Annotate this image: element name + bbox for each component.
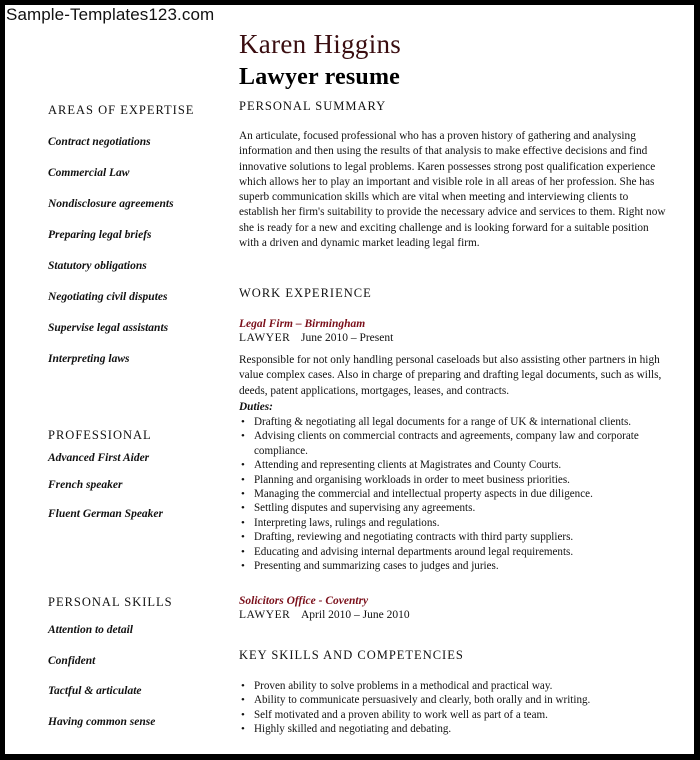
expertise-item: Preparing legal briefs	[48, 229, 152, 241]
duty-item: • Advising clients on commercial contracts and agreements, company law and corporate compliance.	[239, 429, 671, 458]
expertise-item: Contract negotiations	[48, 136, 151, 148]
key-skill-item: • Highly skilled and negotiating and debating.	[239, 722, 671, 736]
duty-item: • Interpreting laws, rulings and regulations.	[239, 516, 671, 530]
resume-subtitle: Lawyer resume	[239, 64, 401, 90]
expertise-item: Commercial Law	[48, 167, 130, 179]
expertise-item: Interpreting laws	[48, 353, 130, 365]
expertise-item: Supervise legal assistants	[48, 322, 169, 334]
job-role-line	[239, 332, 393, 344]
personal-skill-item: Tactful & articulate	[48, 685, 142, 697]
personal-skill-item: Having common sense	[48, 716, 156, 728]
expertise-item: Negotiating civil disputes	[48, 291, 168, 303]
duty-item: • Managing the commercial and intellectual property aspects in due diligence.	[239, 487, 671, 501]
expertise-item: Nondisclosure agreements	[48, 198, 174, 210]
job-role: LAWYER	[239, 332, 291, 344]
summary-heading: PERSONAL SUMMARY	[239, 99, 387, 113]
personal-skill-item: Attention to detail	[48, 624, 133, 636]
job-description: Responsible for not only handling personal caseloads but also assisting other partners in high value complex cases. Also in charge of preparing and drafting legal documents, such as wills, deeds, patent applications, mortgages, leases, and contracts.	[239, 354, 662, 397]
key-skill-item: • Ability to communicate persuasively and clearly, both orally and in writing.	[239, 693, 671, 707]
job-role-line	[239, 609, 410, 621]
watermark: Sample-Templates123.com	[6, 5, 215, 24]
professional-item: Fluent German Speaker	[48, 508, 164, 520]
key-skills-list	[239, 679, 671, 737]
professional-item: French speaker	[48, 479, 123, 491]
duty-item: • Educating and advising internal departments around legal requirements.	[239, 545, 671, 559]
job-role: LAWYER	[239, 609, 291, 621]
work-experience-heading: WORK EXPERIENCE	[239, 286, 372, 300]
duty-item: • Drafting & negotiating all legal documents for a range of UK & international clients.	[239, 415, 671, 429]
job-dates: April 2010 – June 2010	[301, 609, 410, 621]
duties-label: Duties:	[239, 401, 273, 413]
expertise-heading: AREAS OF EXPERTISE	[48, 103, 195, 117]
expertise-item: Statutory obligations	[48, 260, 147, 272]
personal-skill-item: Confident	[48, 655, 96, 667]
key-skills-heading: KEY SKILLS AND COMPETENCIES	[239, 648, 464, 662]
job-company: Solicitors Office - Coventry	[239, 595, 369, 607]
duty-item: • Planning and organising workloads in order to meet business priorities.	[239, 473, 671, 487]
duties-list	[239, 415, 671, 573]
personal-skills-heading: PERSONAL SKILLS	[48, 595, 173, 609]
key-skill-item: • Proven ability to solve problems in a methodical and practical way.	[239, 679, 671, 693]
professional-heading: PROFESSIONAL	[48, 428, 152, 442]
professional-item: Advanced First Aider	[48, 452, 150, 464]
resume-page	[5, 5, 694, 754]
job-dates: June 2010 – Present	[301, 332, 394, 344]
duty-item: • Attending and representing clients at Magistrates and County Courts.	[239, 458, 671, 472]
summary-text: An articulate, focused professional who has a proven history of gathering and analysing information and then using the results of that analysis to make effective decisions and find innovative solutions to legal problems. Karen possesses strong post qualification experience which allows her to play an important and visible role in all areas of her profession. She has superb communication skills which are vital when meeting and interviewing clients to establish her firm's suitability to provide the necessary advice and services to them. Right now she is ready for a new and exciting challenge and is looking forward for a suitable position with a driven and dynamic market leading legal firm.	[239, 130, 666, 250]
key-skill-item: • Self motivated and a proven ability to work well as part of a team.	[239, 708, 671, 722]
duty-item: • Settling disputes and supervising any agreements.	[239, 501, 671, 515]
job-company: Legal Firm – Birmingham	[239, 318, 366, 330]
candidate-name: Karen Higgins	[239, 29, 402, 59]
duty-item: • Presenting and summarizing cases to judges and juries.	[239, 559, 671, 573]
duty-item: • Drafting, reviewing and negotiating contracts with third party suppliers.	[239, 530, 671, 544]
